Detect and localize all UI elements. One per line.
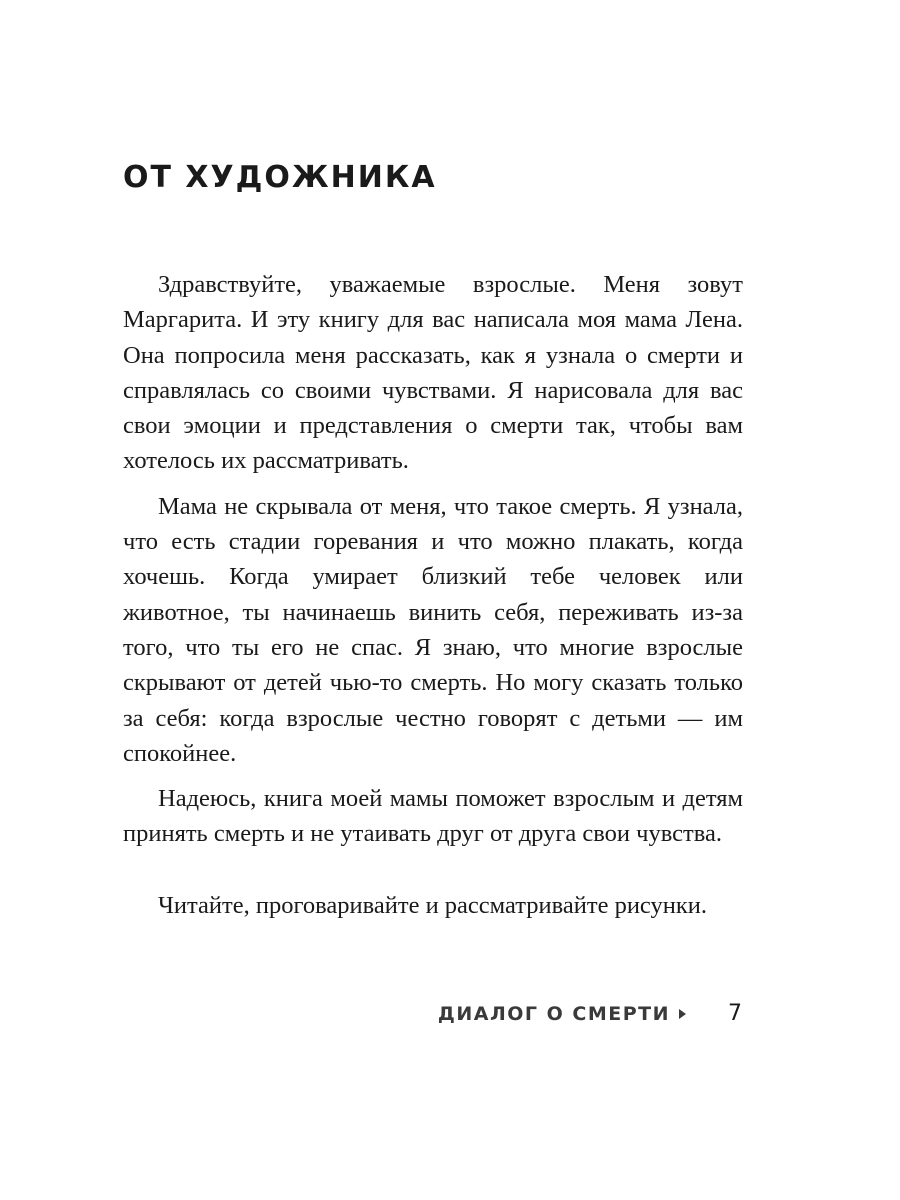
closing-line: Читайте, проговаривайте и рассматривайте рисунки.: [158, 891, 707, 919]
chapter-heading: ОТ ХУДОЖНИКА: [123, 160, 437, 195]
page-footer: [438, 1001, 742, 1026]
body-text: [123, 267, 743, 933]
paragraph-3: Надеюсь, книга моей мамы поможет взрослым и детям принять смерть и не утаивать друг от друга свои чувства.: [123, 785, 743, 848]
paragraph-2: Мама не скрывала от меня, что такое смерть. Я узнала, что есть стадии горевания и что можно плакать, когда хочешь. Когда умирает близкий тебе человек или животное, ты начинаешь винить себя, переживать из-за того, что ты его не спас. Я знаю, что многие взрослые скрывают от детей чью-то смерть. Но могу сказать только за себя: когда взрослые честно говорят с детьми — им спокойнее.: [123, 492, 743, 767]
page-number: 7: [728, 1001, 742, 1026]
triangle-right-icon: [679, 1009, 686, 1019]
running-title: ДИАЛОГ О СМЕРТИ: [437, 1002, 670, 1025]
paragraph-1: Здравствуйте, уважаемые взрослые. Меня зовут Маргарита. И эту книгу для вас написала моя мама Лена. Она попросила меня рассказать, как я узнала о смерти и справлялась со своими чувствами. Я нарисовала для вас свои эмоции и представления о смерти так, чтобы вам хотелось их рассматривать.: [123, 271, 743, 475]
